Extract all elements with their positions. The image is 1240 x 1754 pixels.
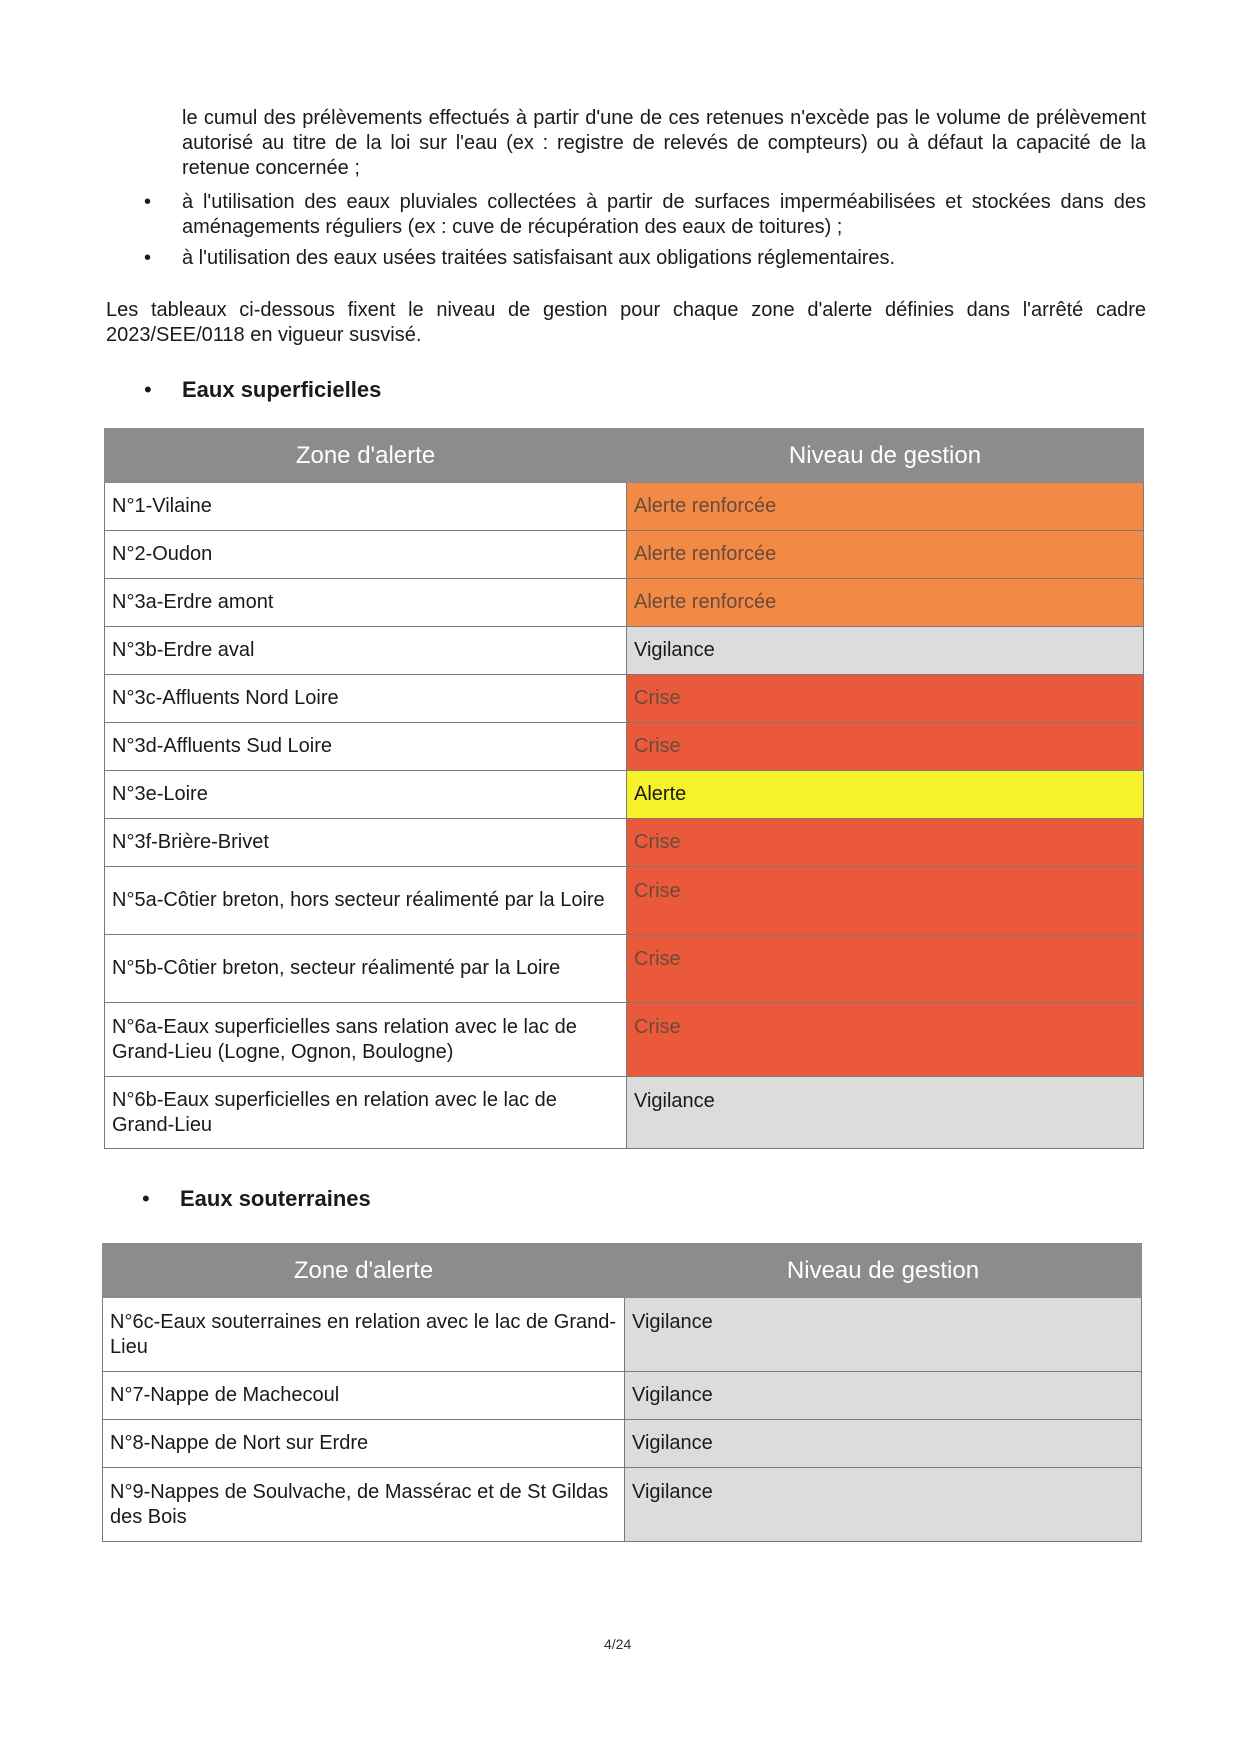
section-title-text: Eaux souterraines: [180, 1186, 371, 1211]
table-row: [105, 1077, 1144, 1149]
table-row: [105, 723, 1144, 771]
zone-cell: N°8-Nappe de Nort sur Erdre: [103, 1420, 625, 1468]
zone-cell: N°2-Oudon: [105, 531, 627, 579]
column-header-zone: Zone d'alerte: [105, 429, 627, 483]
level-cell: Crise: [627, 1003, 1144, 1077]
zone-cell: N°5a-Côtier breton, hors secteur réalimenté par la Loire: [105, 867, 627, 935]
column-header-zone: Zone d'alerte: [103, 1244, 625, 1298]
level-cell: Crise: [627, 723, 1144, 771]
level-cell: Crise: [627, 867, 1144, 935]
table-row: [105, 579, 1144, 627]
zone-cell: N°6b-Eaux superficielles en relation avec le lac de Grand-Lieu: [105, 1077, 627, 1149]
level-cell: Crise: [627, 675, 1144, 723]
level-cell: Alerte renforcée: [627, 531, 1144, 579]
table-body: [103, 1298, 1142, 1542]
table-row: [105, 675, 1144, 723]
level-cell: Crise: [627, 819, 1144, 867]
page-number: 4/24: [604, 1636, 632, 1652]
bullet-icon: •: [142, 1186, 150, 1211]
zone-cell: N°3e-Loire: [105, 771, 627, 819]
intro-paragraph: Les tableaux ci-dessous fixent le niveau de gestion pour chaque zone d'alerte définies dans l'arrêté cadre 2023/SEE/0118 en vigueur susvisé.: [106, 299, 1146, 346]
bullet-text: à l'utilisation des eaux usées traitées satisfaisant aux obligations réglementaires.: [182, 247, 896, 269]
bullet-icon: •: [144, 377, 152, 402]
zone-cell: N°7-Nappe de Machecoul: [103, 1372, 625, 1420]
table-row: [105, 935, 1144, 1003]
bullet-text: à l'utilisation des eaux pluviales collectées à partir de surfaces imperméabilisées et stockées dans des aménagements réguliers (ex : cuve de récupération des eaux de toitures) ;: [182, 191, 1146, 238]
level-cell: Alerte renforcée: [627, 483, 1144, 531]
table-header-row: [105, 429, 1144, 483]
zone-cell: N°3b-Erdre aval: [105, 627, 627, 675]
level-cell: Vigilance: [627, 627, 1144, 675]
level-cell: Alerte: [627, 771, 1144, 819]
section-title-surface: [144, 377, 382, 403]
level-cell: Alerte renforcée: [627, 579, 1144, 627]
column-header-level: Niveau de gestion: [627, 429, 1144, 483]
level-cell: Vigilance: [625, 1298, 1142, 1372]
zone-cell: N°3c-Affluents Nord Loire: [105, 675, 627, 723]
table-row: [105, 627, 1144, 675]
column-header-level: Niveau de gestion: [625, 1244, 1142, 1298]
bullet-item-wastewater: [144, 246, 1146, 271]
surface-water-table: [104, 428, 1144, 1149]
continuation-paragraph: le cumul des prélèvements effectués à partir d'une de ces retenues n'excède pas le volume de prélèvement autorisé au titre de la loi sur l'eau (ex : registre de relevés de compteurs) ou à défaut la capacité de la retenue concernée ;: [182, 107, 1146, 179]
table-row: [105, 867, 1144, 935]
zone-cell: N°9-Nappes de Soulvache, de Massérac et de St Gildas des Bois: [103, 1468, 625, 1542]
zone-cell: N°3a-Erdre amont: [105, 579, 627, 627]
table-row: [103, 1372, 1142, 1420]
level-cell: Vigilance: [625, 1372, 1142, 1420]
zone-cell: N°6c-Eaux souterraines en relation avec le lac de Grand-Lieu: [103, 1298, 625, 1372]
zone-cell: N°3f-Brière-Brivet: [105, 819, 627, 867]
zone-cell: N°1-Vilaine: [105, 483, 627, 531]
bullet-icon: •: [144, 191, 152, 213]
table-row: [105, 1003, 1144, 1077]
table-body: [105, 483, 1144, 1149]
table-header-row: [103, 1244, 1142, 1298]
section-title-text: Eaux superficielles: [182, 377, 382, 402]
zone-cell: N°5b-Côtier breton, secteur réalimenté par la Loire: [105, 935, 627, 1003]
table-row: [105, 819, 1144, 867]
table-row: [103, 1420, 1142, 1468]
level-cell: Crise: [627, 935, 1144, 1003]
level-cell: Vigilance: [625, 1468, 1142, 1542]
bullet-icon: •: [144, 247, 152, 269]
table-row: [103, 1298, 1142, 1372]
level-cell: Vigilance: [625, 1420, 1142, 1468]
level-cell: Vigilance: [627, 1077, 1144, 1149]
table-row: [105, 531, 1144, 579]
zone-cell: N°3d-Affluents Sud Loire: [105, 723, 627, 771]
table-row: [105, 483, 1144, 531]
groundwater-table: [102, 1243, 1142, 1542]
table-row: [105, 771, 1144, 819]
table-row: [103, 1468, 1142, 1542]
section-title-ground: [142, 1186, 371, 1212]
zone-cell: N°6a-Eaux superficielles sans relation avec le lac de Grand-Lieu (Logne, Ognon, Boulogne): [105, 1003, 627, 1077]
bullet-item-rainwater: [144, 190, 1146, 240]
